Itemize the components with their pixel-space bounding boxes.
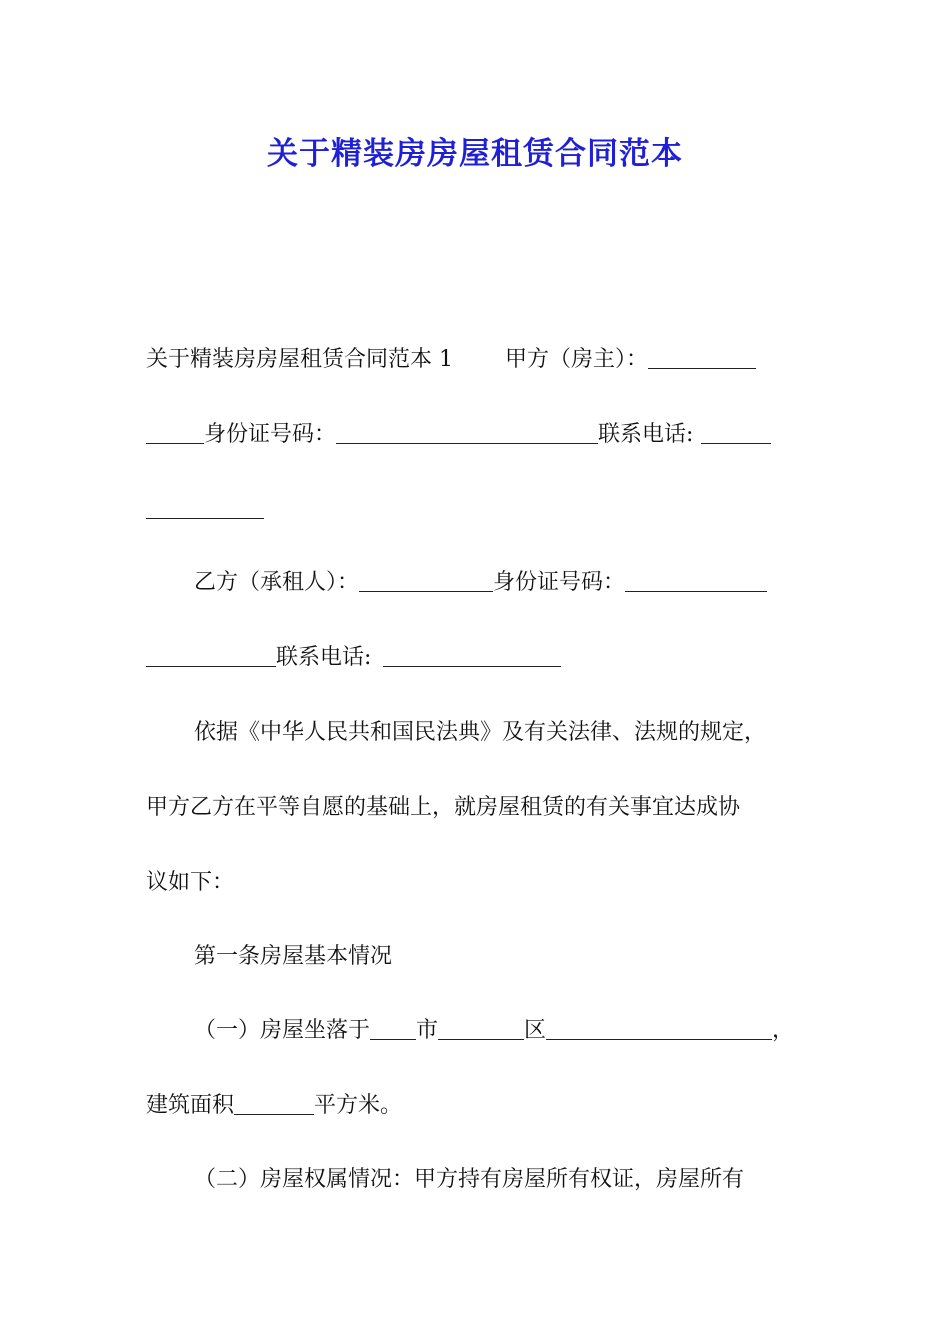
party-b-phone-line [146,641,826,675]
party-b-id-blank [625,569,767,592]
item-1-label: （一）房屋坐落于 [194,1018,371,1043]
document-title: 关于精装房房屋租赁合同范本 [267,136,683,172]
party-a-phone-blank [701,421,771,444]
city-blank [370,1017,416,1040]
district-label: 区 [524,1018,547,1043]
party-a-id-label: 身份证号码： [204,422,337,447]
preamble-line-1: 依据《中华人民共和国民法典》及有关法律、法规的规定， [194,720,767,745]
party-b-line [194,566,874,600]
area-label: 建筑面积 [146,1093,235,1118]
party-b-id-label: 身份证号码： [493,570,626,595]
party-b-id-blank-cont [146,644,276,667]
area-blank [234,1092,314,1115]
party-a-phone-blank-cont [146,496,264,519]
item-1-comma: ， [772,1018,795,1043]
party-a-id-blank [336,421,598,444]
party-a-phone-cont-line [146,493,826,527]
party-b-name-blank [359,569,493,592]
address-blank [546,1017,772,1040]
area-line [146,1089,826,1123]
party-a-line [146,343,826,377]
contract-heading: 关于精装房房屋租赁合同范本 1 [146,347,453,372]
item-1-line [194,1014,874,1048]
party-a-label: 甲方（房主）： [505,347,649,372]
party-b-phone-blank [383,644,561,667]
party-b-label: 乙方（承租人）： [194,570,360,595]
party-a-id-line [146,418,826,452]
area-unit: 平方米。 [314,1093,403,1118]
article-1-heading: 第一条房屋基本情况 [194,944,393,969]
preamble-line-3: 议如下： [146,870,235,895]
preamble-line-2: 甲方乙方在平等自愿的基础上，就房屋租赁的有关事宜达成协 [146,795,741,820]
city-label: 市 [416,1018,439,1043]
party-a-name-blank [648,346,756,369]
district-blank [438,1017,524,1040]
party-a-name-blank-cont [146,421,204,444]
party-b-phone-label: 联系电话: [276,645,372,670]
item-2-line: （二）房屋权属情况：甲方持有房屋所有权证，房屋所有 [194,1167,745,1192]
party-a-phone-label: 联系电话: [598,422,694,447]
